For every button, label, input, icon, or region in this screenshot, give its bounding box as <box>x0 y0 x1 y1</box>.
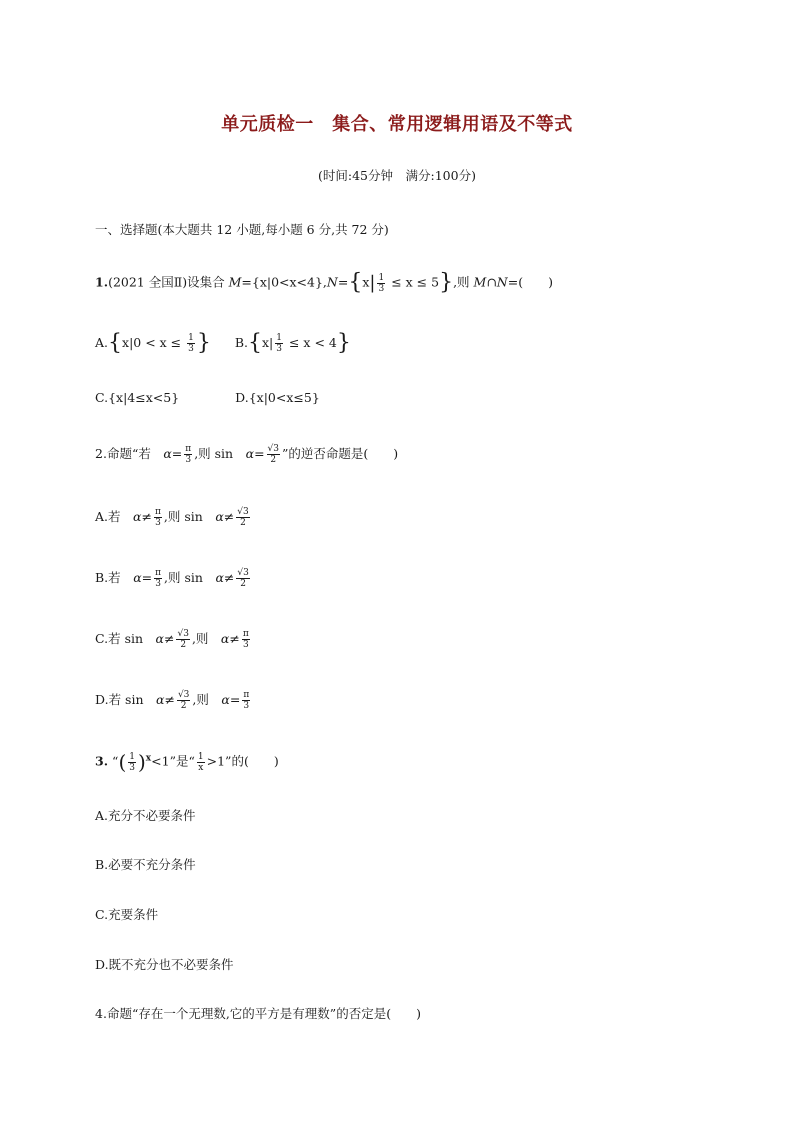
q1-option-a[interactable]: A.{x|0 < x ≤ $\frac{1}{3}$ } <box>95 330 211 355</box>
q2-option-c[interactable]: C.若 sin α≠ $\frac{√3}{2}$ ,则 α≠ $\frac{\pi}{3}$ <box>95 629 249 650</box>
q3-option-c[interactable]: C.充要条件 <box>95 907 159 922</box>
q3-option-a[interactable]: A.充分不必要条件 <box>95 808 196 823</box>
fraction: $\frac{1}{3}$ <box>378 272 385 294</box>
question-3: 3. “( $\frac{1}{3}$ )$^x$<1”是“ $\frac{1}{x}$ >1”的( ) <box>95 750 279 774</box>
left-brace: { <box>348 270 363 295</box>
q3-option-d[interactable]: D.既不充分也不必要条件 <box>95 957 234 972</box>
q3-option-b[interactable]: B.必要不充分条件 <box>95 857 196 872</box>
q2-option-d[interactable]: D.若 sin α≠ $\frac{√3}{2}$ ,则 α= $\frac{\pi}{3}$ <box>95 690 250 711</box>
question-1: 1.(2021 全国Ⅱ)设集合 M={x|0<x<4},N={x| $\frac{1}{3}$ ≤ x ≤ 5},则 M∩N=( ) <box>95 270 553 295</box>
question-4: 4.命题“存在一个无理数,它的平方是有理数”的否定是( ) <box>95 1006 421 1021</box>
set-bar: | <box>369 272 376 294</box>
right-brace: } <box>439 270 454 295</box>
question-2: 2.命题“若 α= $\frac{\pi}{3}$ ,则 sin α= $\frac{√3}{2}$ ”的逆否命题是( ) <box>95 444 399 465</box>
exam-info: (时间:45分钟 满分:100分) <box>318 168 476 183</box>
q1-option-c[interactable]: C.{x|4≤x<5} <box>95 390 180 405</box>
q2-option-b[interactable]: B.若 α= $\frac{\pi}{3}$ ,则 sin α≠ $\frac{√3}{2}$ <box>95 568 249 589</box>
section-heading: 一、选择题(本大题共 12 小题,每小题 6 分,共 72 分) <box>95 222 389 237</box>
q1-option-d[interactable]: D.{x|0<x≤5} <box>235 390 320 405</box>
q2-option-a[interactable]: A.若 α≠ $\frac{\pi}{3}$ ,则 sin α≠ $\frac{√3}{2}$ <box>95 507 249 528</box>
q1-option-b[interactable]: B.{x| $\frac{1}{3}$ ≤ x < 4} <box>234 330 351 355</box>
page-title: 单元质检一 集合、常用逻辑用语及不等式 <box>221 114 573 135</box>
q1-options-cd <box>95 390 320 405</box>
q1-options-ab <box>95 332 351 354</box>
